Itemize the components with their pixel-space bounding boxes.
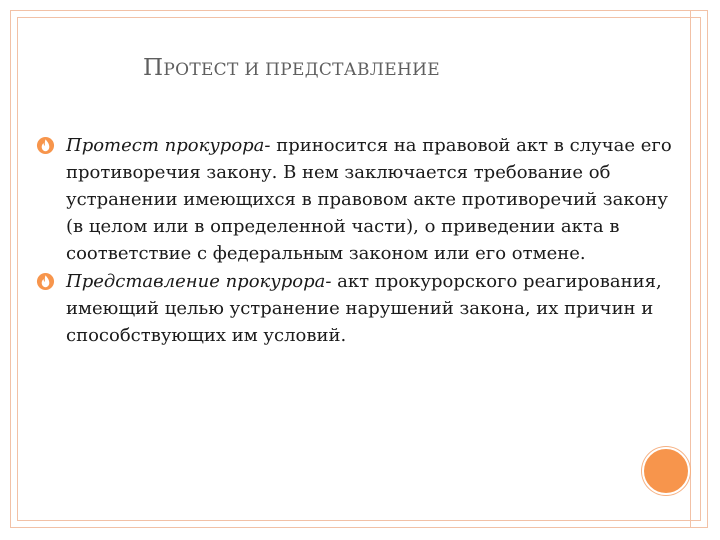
bullet-text-protest: приносится на правовой акт в случае его противоречия закону. В нем заключается требование об устранении имеющихся в правовом акте противоречий закону (в целом или в определенной части), о приведении акта в соответствие с федеральным законом или его отмене.	[66, 135, 672, 264]
bullet-term-representation: Представление прокурора-	[66, 271, 332, 292]
bullet-item-protest	[36, 132, 686, 267]
decorative-circle	[642, 447, 690, 495]
slide-title-initial: П	[143, 55, 164, 81]
slide-border-divider	[690, 10, 691, 528]
bullet-text-representation: акт прокурорского реагирования, имеющий целью устранение нарушений закона, их причин и способствующих им условий.	[66, 271, 662, 346]
slide-title-rest: РОТЕСТ И ПРЕДСТАВЛЕНИЕ	[163, 60, 440, 80]
bullet-list	[36, 132, 686, 349]
slide-title	[143, 55, 440, 81]
bullet-item-representation	[36, 268, 686, 349]
bullet-term-protest: Протест прокурора-	[66, 135, 271, 156]
flame-bullet-icon	[36, 136, 55, 155]
flame-bullet-icon	[36, 272, 55, 291]
